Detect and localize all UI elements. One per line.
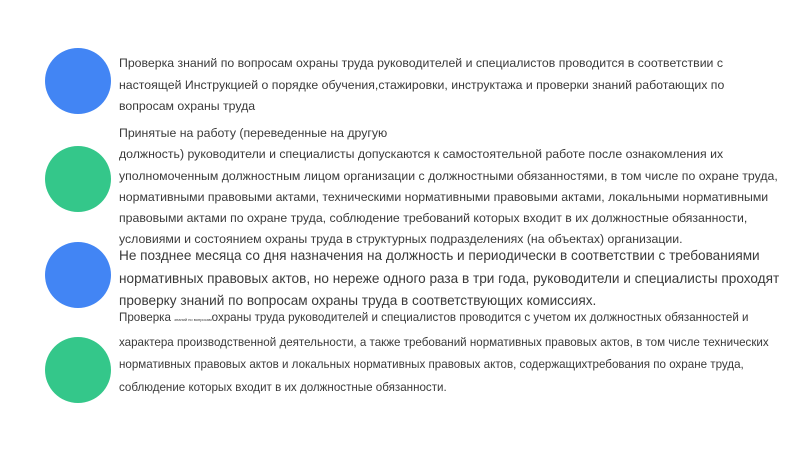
tiny-text: знаний по вопросам xyxy=(174,317,212,322)
paragraph-line: проверку знаний по вопросам охраны труда в соответствующих комиссиях. xyxy=(119,293,597,308)
paragraph-line: нормативных правовых актов и локальных нормативных правовых актов, содержащихтребования по охране труда, xyxy=(119,358,744,371)
paragraph-line: настоящей Инструкцией о порядке обучения,стажировки, инструктажа и проверки знаний работающих по xyxy=(119,77,725,92)
paragraph-line: условиями и состоянием охраны труда в структурных подразделениях (на объектах) организации. xyxy=(119,232,683,247)
paragraph-line: Проверка знаний по вопросам охраны труда руководителей и специалистов проводится в соответствии с xyxy=(119,56,723,70)
paragraph-line: вопросам охраны труда xyxy=(119,99,256,113)
bullet-circle-green-1 xyxy=(45,146,111,212)
paragraph-line: соблюдение которых входит в их должностные обязанности. xyxy=(119,380,447,394)
paragraph-line: нормативных правовых актов, но нереже одного раза в три года, руководители и специалисты проходят xyxy=(119,270,780,286)
paragraph-duties-check xyxy=(119,307,779,399)
first-word: Проверка xyxy=(119,311,171,324)
bullet-circle-blue-1 xyxy=(45,48,111,114)
paragraph-line: правовыми актами по охране труда, соблюдение требований которых входит в их должностные обязанности, xyxy=(119,211,748,226)
bullet-circle-blue-2 xyxy=(45,242,111,308)
paragraph-knowledge-check xyxy=(119,53,759,118)
first-line-rest: охраны труда руководителей и специалистов проводится с учетом их должностных обязанностей и xyxy=(211,311,749,324)
paragraph-line: Принятые на работу (переведенные на другую xyxy=(119,126,388,140)
paragraph-periodic-check xyxy=(119,245,779,313)
paragraph-line: Не позднее месяца со дня назначения на должность и периодически в соответствии с требованиями xyxy=(119,248,760,263)
bullet-circle-green-2 xyxy=(45,337,111,403)
paragraph-line xyxy=(119,307,779,332)
paragraph-line: должность) руководители и специалисты допускаются к самостоятельной работе после ознакомления их xyxy=(119,147,724,162)
paragraph-line: нормативными правовыми актами, техническими нормативными правовыми актами, локальными нормативными xyxy=(119,189,769,204)
paragraph-admission xyxy=(119,123,799,251)
paragraph-line: характера производственной деятельности, а также требований нормативных правовых актов, в том числе технических xyxy=(119,335,769,349)
paragraph-line: уполномоченным должностным лицом организации с должностными обязанностями, в том числе по охране труда, xyxy=(119,168,778,183)
